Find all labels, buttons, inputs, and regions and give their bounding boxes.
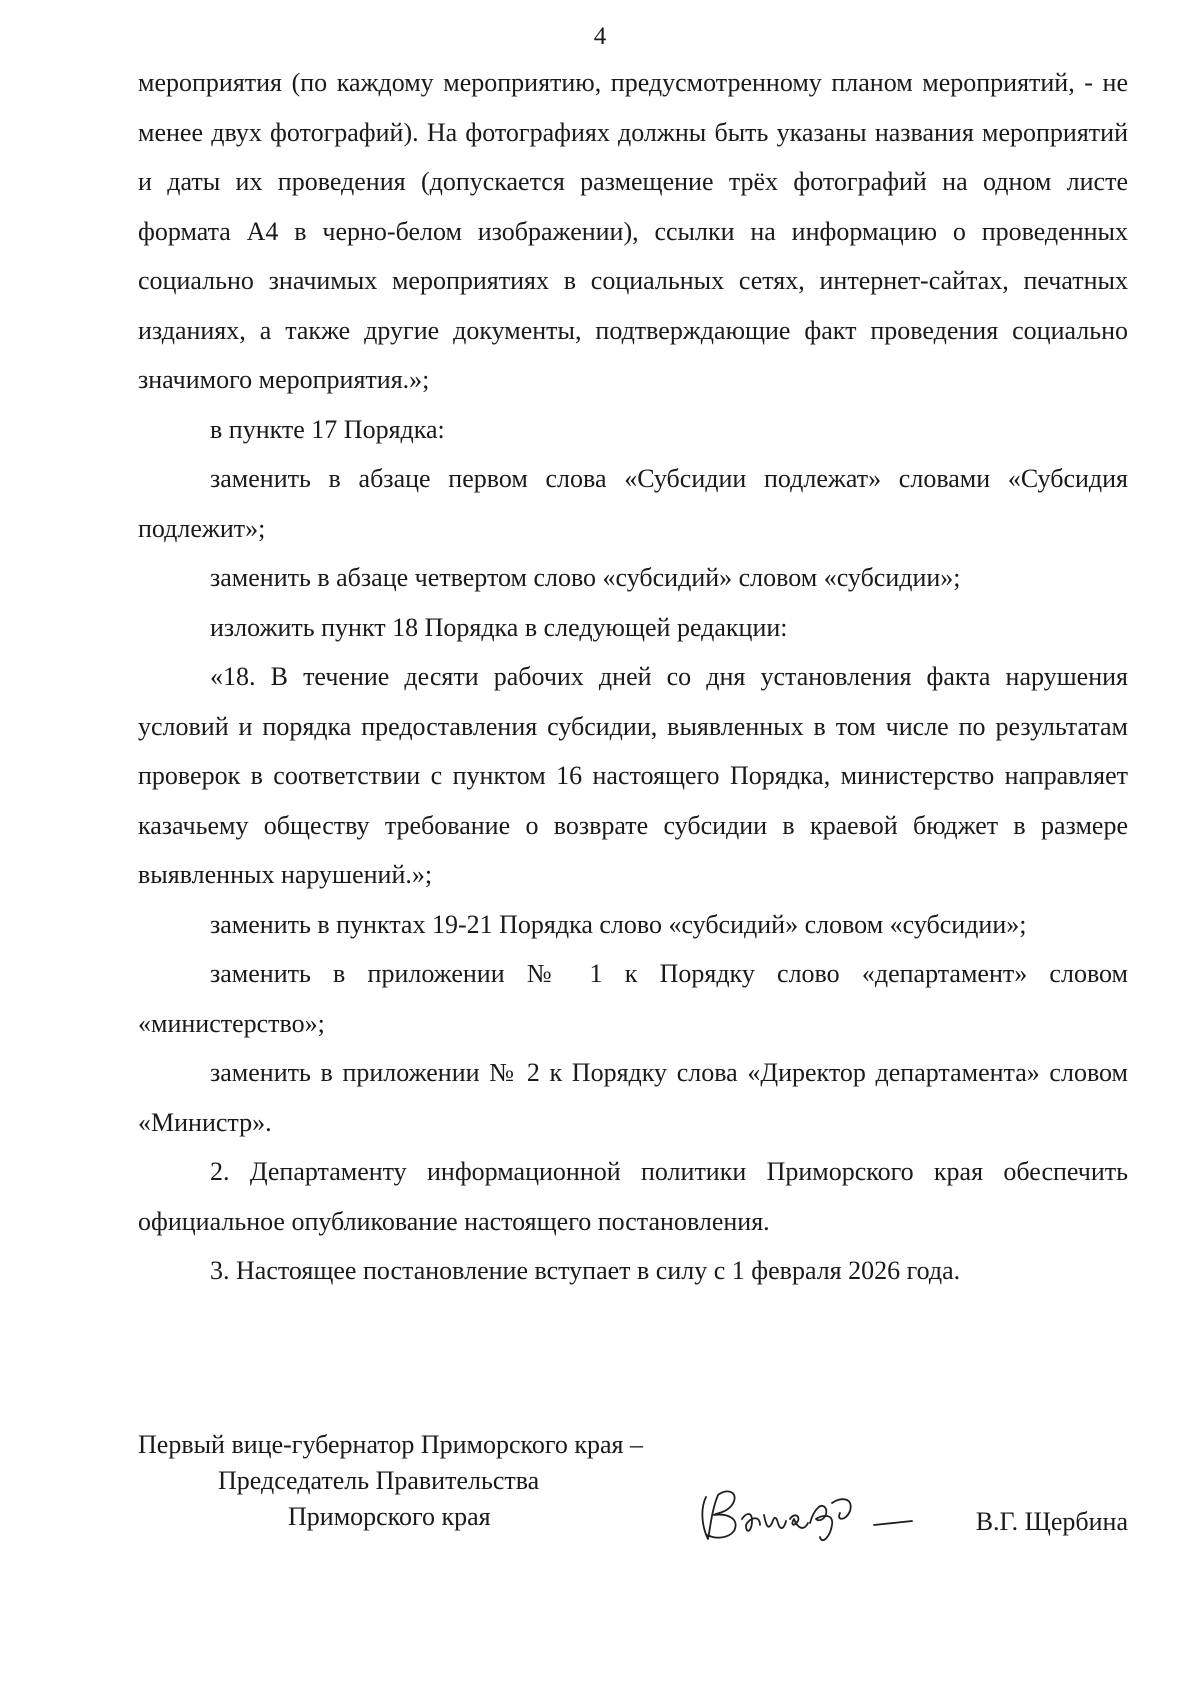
paragraph-item-18-text: «18. В течение десяти рабочих дней со дня установления факта нарушения условий и порядка предоставления субсидии, выявленных в том числе по результатам проверок в соответствии с пунктом 16 настоящего Порядка, министерство направляет казачьему обществу требование о возврате субсидии в краевой бюджет в размере выявленных нарушений.»; xyxy=(138,662,1128,889)
paragraph-section-2: 2. Департаменту информационной политики Приморского края обеспечить официальное опубликование настоящего постановления. xyxy=(138,1157,1128,1236)
paragraph-continuation: мероприятия (по каждому мероприятию, предусмотренному планом мероприятий, - не менее двух фотографий). На фотографиях должны быть указаны названия мероприятий и даты их проведения (допускается размещение трёх фотографий на одном листе формата А4 в черно-белом изображении), ссылки на информацию о проведенных социально значимых мероприятиях в социальных сетях, интернет-сайтах, печатных изданиях, а также другие документы, подтверждающие факт проведения социально значимого мероприятия.»; xyxy=(138,68,1128,394)
paragraph-item-17: в пункте 17 Порядка: xyxy=(210,414,445,444)
page-number: 4 xyxy=(593,23,607,50)
paragraph-replace-fourth: заменить в абзаце четвертом слово «субсидий» словом «субсидии»; xyxy=(210,563,961,592)
paragraph-appendix-2: заменить в приложении № 2 к Порядку слова «Директор департамента» словом «Министр». xyxy=(138,1058,1128,1137)
paragraph-items-19-21: заменить в пунктах 19-21 Порядка слово «субсидий» словом «субсидии»; xyxy=(210,909,1027,939)
signatory-name: В.Г. Щербина xyxy=(975,1507,1128,1536)
document-body xyxy=(138,58,1128,1296)
paragraph-item-18-intro: изложить пункт 18 Порядка в следующей редакции: xyxy=(210,612,788,642)
paragraph-replace-first: заменить в абзаце первом слова «Субсидии подлежат» словами «Субсидия подлежит»; xyxy=(138,464,1128,543)
handwritten-signature-icon xyxy=(694,1479,924,1549)
paragraph-appendix-1: заменить в приложении № 1 к Порядку слово «департамент» словом «министерство»; xyxy=(138,959,1128,1038)
signatory-title-line-1: Первый вице-губернатор Приморского края – xyxy=(138,1430,643,1459)
signatory-title-line-3: Приморского края xyxy=(288,1502,491,1531)
signature-block xyxy=(138,1427,1128,1567)
paragraph-section-3: 3. Настоящее постановление вступает в силу с 1 февраля 2026 года. xyxy=(210,1256,961,1285)
signatory-title-line-2: Председатель Правительства xyxy=(218,1466,540,1495)
